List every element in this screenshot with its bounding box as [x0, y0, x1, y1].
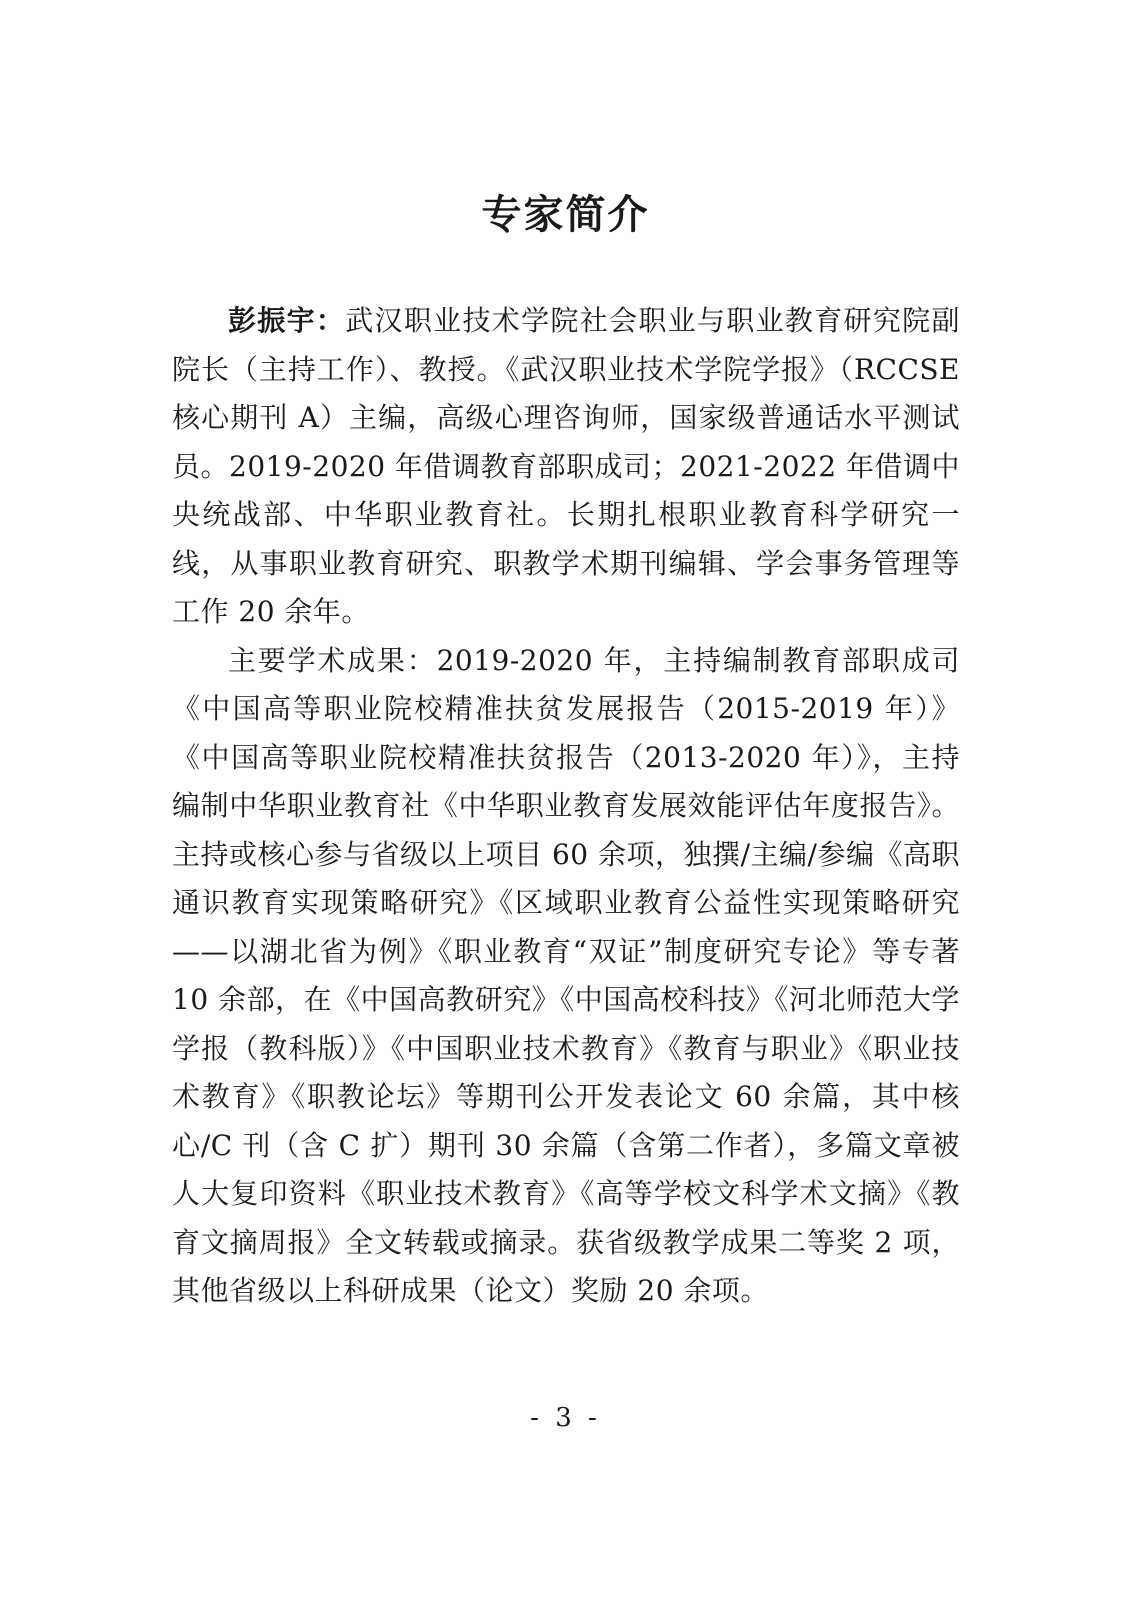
profile-paragraph — [172, 297, 960, 637]
achievements-paragraph: 主要学术成果：2019-2020 年，主持编制教育部职成司《中国高等职业院校精准扶贫发展报告（2015-2019 年）》《中国高等职业院校精准扶贫报告（2013-2020 年）》，主持编制中华职业教育社《中华职业教育发展效能评估年度报告》。主持或核心参与省级以上项目 60 余项，独撰/主编/参编《高职通识教育实现策略研究》《区域职业教育公益性实现策略研究——以湖北省为例》《职业教育“双证”制度研究专论》等专著 10 余部，在《中国高教研究》《中国高校科技》《河北师范大学学报（教科版）》《中国职业技术教育》《教育与职业》《职业技术教育》《职教论坛》等期刊公开发表论文 60 余篇，其中核心/C 刊（含 C 扩）期刊 30 余篇（含第二作者），多篇文章被人大复印资料《职业技术教育》《高等学校文科学术文摘》《教育文摘周报》全文转载或摘录。获省级教学成果二等奖 2 项，其他省级以上科研成果（论文）奖励 20 余项。 — [172, 643, 960, 1307]
page-title: 专家简介 — [481, 191, 650, 238]
profile-paragraph-text: 武汉职业技术学院社会职业与职业教育研究院副院长（主持工作）、教授。《武汉职业技术学院学报》（RCCSE 核心期刊 A）主编，高级心理咨询师，国家级普通话水平测试员。2019-2020 年借调教育部职成司；2021-2022 年借调中央统战部、中华职业教育社。长期扎根职业教育科学研究一线，从事职业教育研究、职教学术期刊编辑、学会事务管理等工作 20 余年。 — [172, 304, 960, 628]
expert-name: 彭振宇： — [228, 304, 346, 337]
page-number: - 3 - — [530, 1403, 601, 1433]
expert-profile-body — [172, 297, 960, 1316]
